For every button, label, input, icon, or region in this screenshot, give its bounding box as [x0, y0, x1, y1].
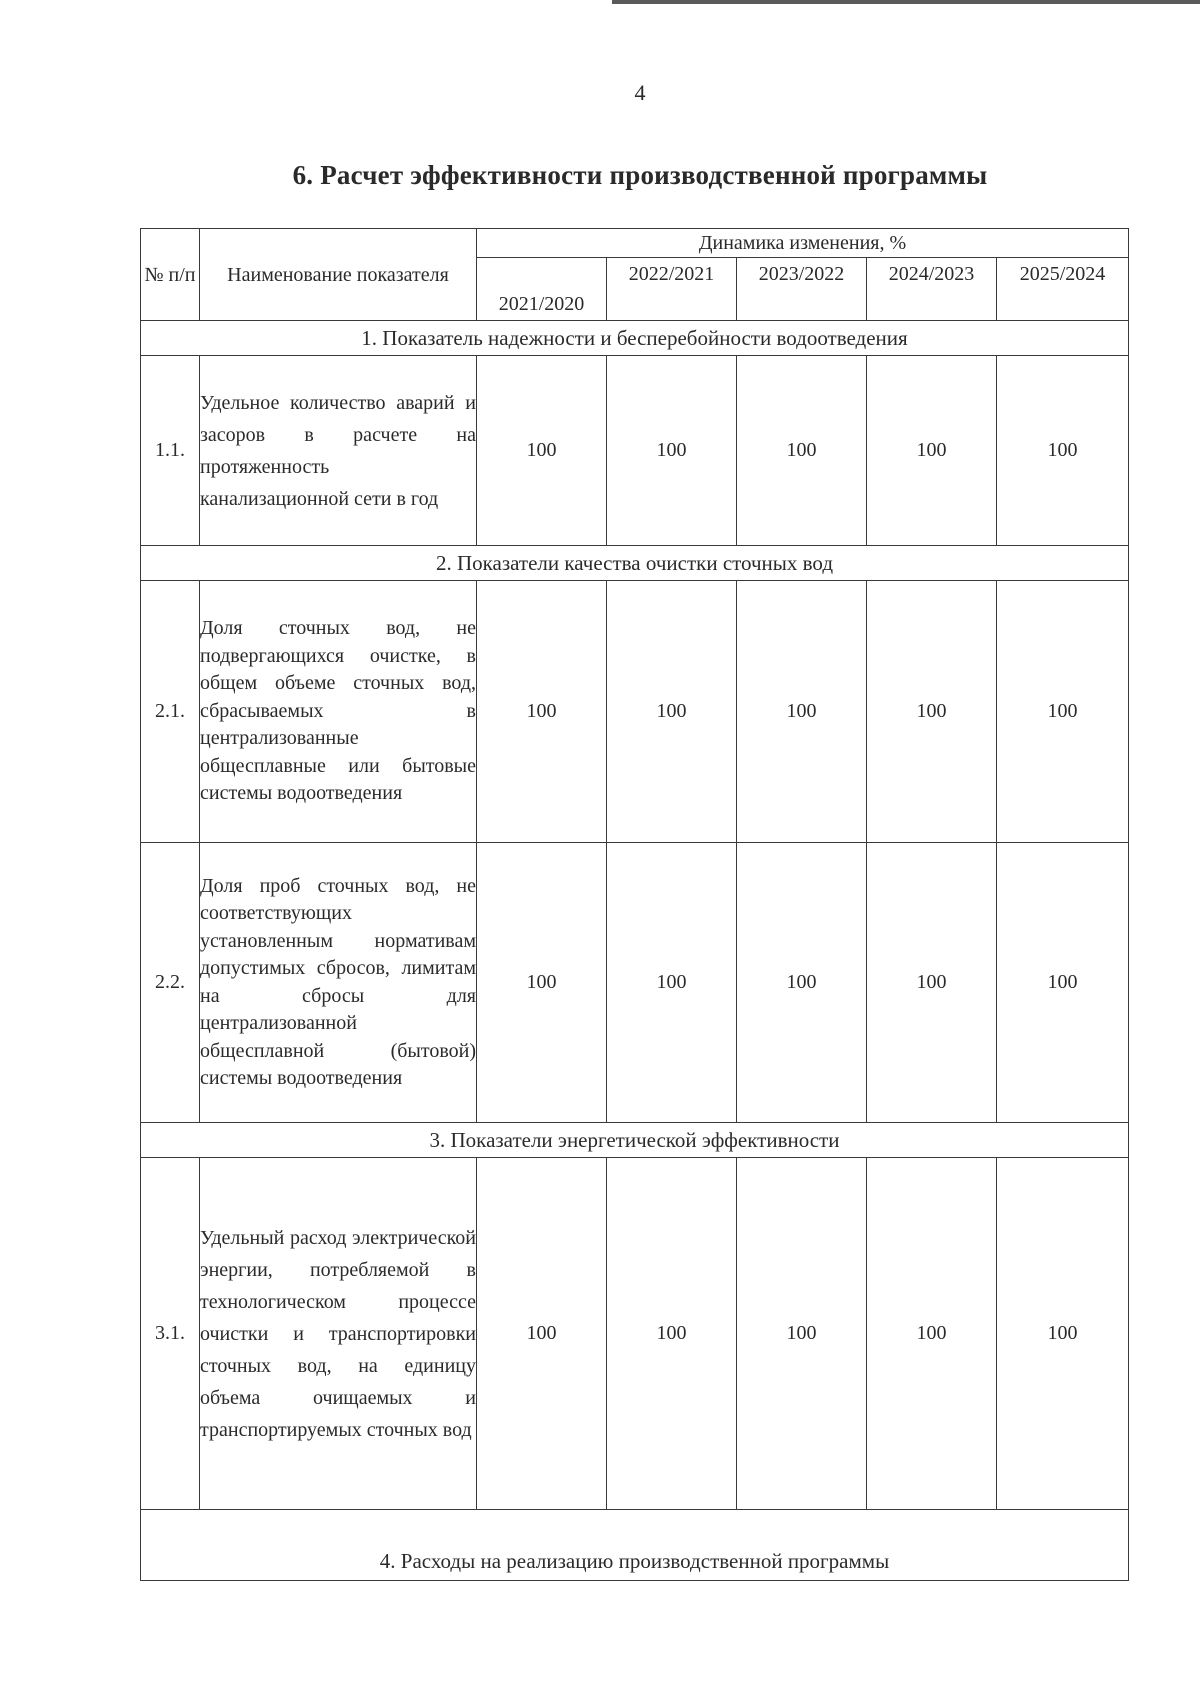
section-row	[141, 546, 1129, 581]
row-number: 3.1.	[141, 1158, 200, 1510]
header-year: 2023/2022	[737, 258, 867, 321]
value-cell: 100	[607, 581, 737, 843]
value-cell: 100	[867, 1158, 997, 1510]
header-year: 2025/2024	[997, 258, 1129, 321]
section-title: 2. Показатели качества очистки сточных вод	[141, 546, 1129, 581]
value-cell: 100	[607, 843, 737, 1123]
row-number: 2.2.	[141, 843, 200, 1123]
scan-edge-mark	[612, 0, 1200, 4]
header-name: Наименование показателя	[200, 229, 477, 321]
table-row	[141, 843, 1129, 1123]
row-number: 2.1.	[141, 581, 200, 843]
table-body	[141, 321, 1129, 1581]
indicator-name: Удельный расход электрической энергии, потребляемой в технологическом процессе очистки и транспортировки сточных вод, на единицу объема очищаемых и транспортируемых сточных вод	[200, 1158, 477, 1510]
table-row	[141, 356, 1129, 546]
value-cell: 100	[607, 1158, 737, 1510]
value-cell: 100	[867, 356, 997, 546]
value-cell: 100	[737, 356, 867, 546]
page-number: 4	[634, 80, 646, 105]
value-cell: 100	[737, 843, 867, 1123]
section-row	[141, 1510, 1129, 1581]
table-header	[141, 229, 1129, 321]
value-cell: 100	[997, 356, 1129, 546]
header-num: № п/п	[141, 229, 200, 321]
section-row	[141, 1123, 1129, 1158]
value-cell: 100	[997, 1158, 1129, 1510]
row-number: 1.1.	[141, 356, 200, 546]
value-cell: 100	[867, 581, 997, 843]
indicator-name: Доля проб сточных вод, не соответствующих установленным нормативам допустимых сбросов, лимитам на сбросы для централизованной общесплавной (бытовой) системы водоотведения	[200, 843, 477, 1123]
efficiency-table	[140, 228, 1129, 1581]
value-cell: 100	[607, 356, 737, 546]
header-dynamics: Динамика изменения, %	[477, 229, 1129, 258]
value-cell: 100	[477, 1158, 607, 1510]
section-title: 3. Показатели энергетической эффективности	[141, 1123, 1129, 1158]
value-cell: 100	[737, 581, 867, 843]
section-title: 1. Показатель надежности и бесперебойности водоотведения	[141, 321, 1129, 356]
table-row	[141, 1158, 1129, 1510]
indicator-name: Удельное количество аварий и засоров в расчете на протяженность канализационной сети в год	[200, 356, 477, 546]
header-year: 2021/2020	[477, 258, 607, 321]
page-title: 6. Расчет эффективности производственной программы	[292, 160, 988, 190]
value-cell: 100	[997, 581, 1129, 843]
value-cell: 100	[477, 356, 607, 546]
value-cell: 100	[477, 843, 607, 1123]
table-row	[141, 581, 1129, 843]
indicator-name: Доля сточных вод, не подвергающихся очистке, в общем объеме сточных вод, сбрасываемых в централизованные общесплавные или бытовые системы водоотведения	[200, 581, 477, 843]
value-cell: 100	[867, 843, 997, 1123]
header-year: 2024/2023	[867, 258, 997, 321]
value-cell: 100	[737, 1158, 867, 1510]
section-row	[141, 321, 1129, 356]
section-title: 4. Расходы на реализацию производственной программы	[141, 1510, 1129, 1581]
value-cell: 100	[477, 581, 607, 843]
header-year: 2022/2021	[607, 258, 737, 321]
value-cell: 100	[997, 843, 1129, 1123]
